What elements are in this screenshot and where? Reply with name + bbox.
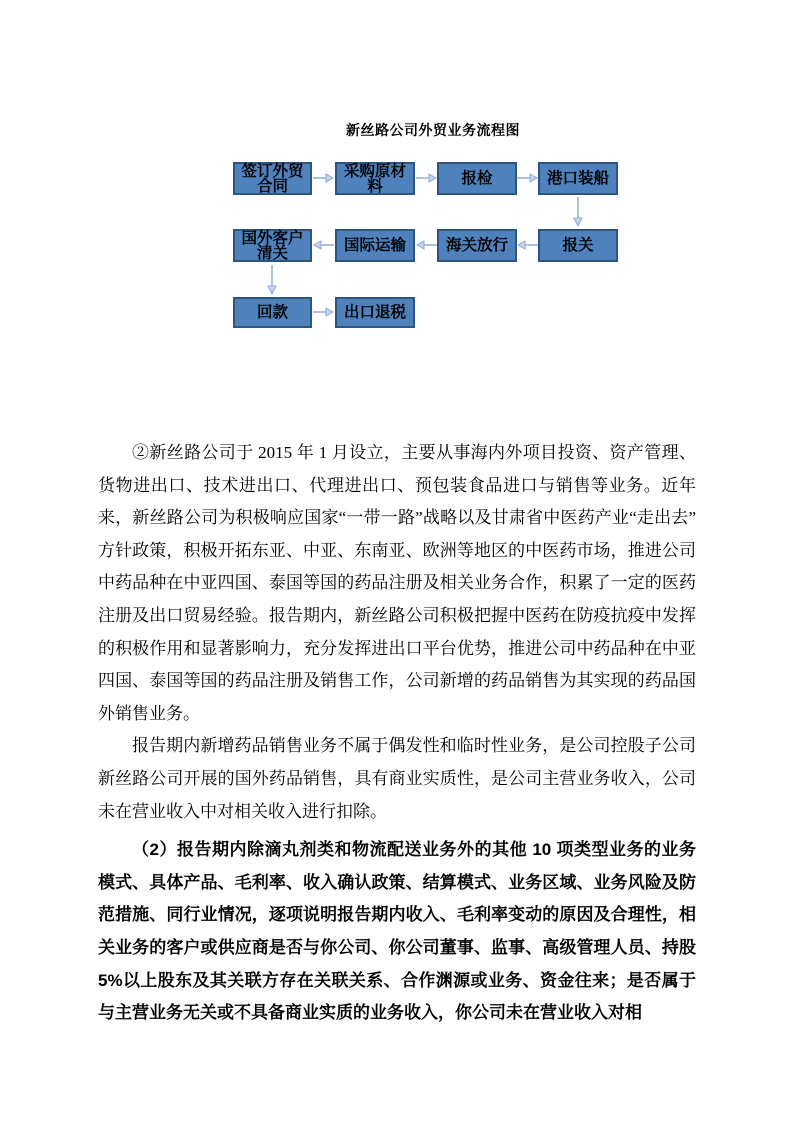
- flow-box-export-tax-rebate: 出口退税: [335, 297, 415, 328]
- arrow-right-icon: [313, 306, 334, 318]
- flowchart-title: 新丝路公司外贸业务流程图: [346, 124, 520, 139]
- flow-box-sign-foreign-trade-contract: 签订外贸合同: [233, 162, 312, 195]
- paragraph-inquiry-question-2: （2）报告期内除滴丸剂类和物流配送业务外的其他 10 项类型业务的业务模式、具体产品、毛利率、收入确认政策、结算模式、业务区域、业务风险及防范措施、同行业情况，逐项说明报告期内收入、毛利率变动的原因及合理性，相关业务的客户或供应商是否与你公司、你公司董事、监事、高级管理人员、持股 5%以上股东及其关联方存在关联关系、合作渊源或业务、资金往来；是否属于与主营业务无关或不具备商业实质的业务收入，你公司未在营业收入对相: [98, 840, 696, 1023]
- arrow-right-icon: [416, 172, 437, 184]
- body-text: [98, 437, 696, 1030]
- flow-box-customs-release: 海关放行: [437, 229, 517, 262]
- flow-box-overseas-customer-clearance: 国外客户清关: [233, 229, 312, 262]
- arrow-left-icon: [416, 239, 437, 251]
- paragraph-company-intro: ②新丝路公司于 2015 年 1 月设立，主要从事海内外项目投资、资产管理、货物进出口、技术进出口、代理进出口、预包装食品进口与销售等业务。近年来，新丝路公司为积极响应国家“一带一路”战略以及甘肃省中医药产业“走出去”方针政策，积极开拓东亚、中亚、东南亚、欧洲等地区的中医药市场，推进公司中药品种在中亚四国、泰国等国的药品注册及相关业务合作，积累了一定的医药注册及出口贸易经验。报告期内，新丝路公司积极把握中医药在防疫抗疫中发挥的积极作用和显著影响力，充分发挥进出口平台优势，推进公司中药品种在中亚四国、泰国等国的药品注册及销售工作，公司新增的药品销售为其实现的药品国外销售业务。: [98, 443, 696, 723]
- arrow-down-icon: [266, 265, 278, 295]
- flow-box-payment-collection: 回款: [233, 297, 312, 328]
- paragraph-revenue-statement: 报告期内新增药品销售业务不属于偶发性和临时性业务，是公司控股子公司新丝路公司开展的国外药品销售，具有商业实质性，是公司主营业务收入，公司未在营业收入中对相关收入进行扣除。: [98, 736, 696, 821]
- arrow-right-icon: [313, 172, 334, 184]
- arrow-right-icon: [517, 172, 538, 184]
- flow-box-international-transport: 国际运输: [335, 229, 415, 262]
- flow-box-port-loading: 港口装船: [538, 162, 618, 195]
- arrow-down-icon: [572, 197, 584, 227]
- flow-box-customs-declaration: 报关: [538, 229, 618, 262]
- arrow-left-icon: [313, 239, 334, 251]
- flow-box-inspection-declaration: 报检: [437, 162, 517, 195]
- arrow-left-icon: [517, 239, 538, 251]
- flow-box-purchase-raw-materials: 采购原材料: [335, 162, 415, 195]
